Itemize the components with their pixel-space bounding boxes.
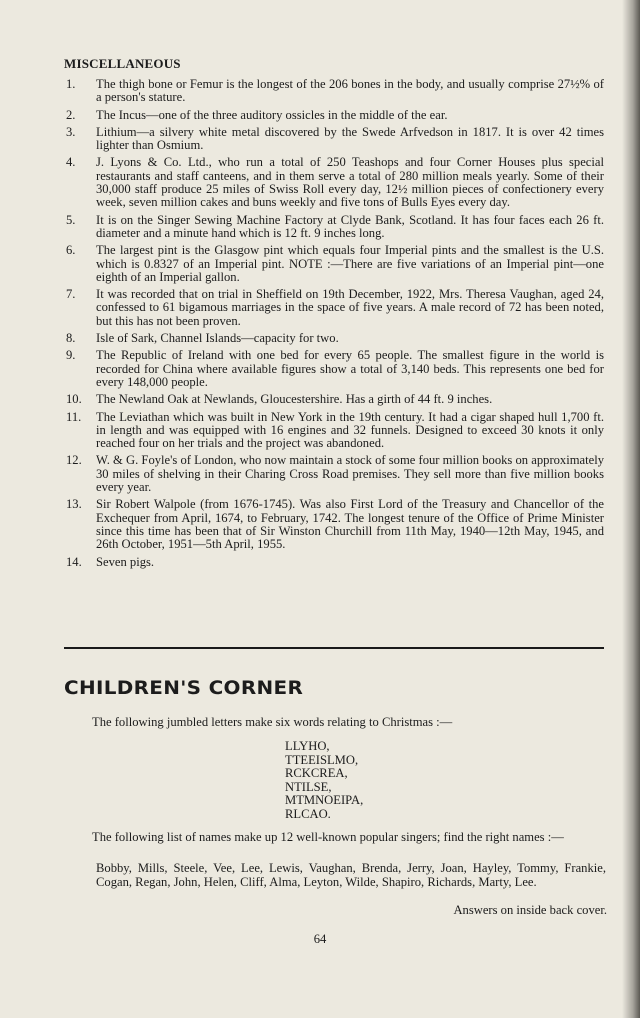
jumbled-word: TTEEISLMO,	[285, 752, 359, 767]
item-text: The Leviathan which was built in New York in the 19th century. It had a cigar shaped hull 1,700 ft. in length and was equipped with 16 engines and 32 funnels. Designed to exceed 30 knots it only reached four on her trials and the project was abandoned.	[96, 409, 604, 451]
item-number: 14.	[66, 554, 82, 569]
list-item	[64, 214, 604, 241]
list-item	[64, 393, 604, 406]
item-number: 3.	[66, 124, 76, 139]
childrens-corner-heading: CHILDREN'S CORNER	[64, 677, 304, 699]
jumbled-words-list	[285, 740, 363, 821]
page-edge-shadow	[622, 0, 640, 1018]
item-text: W. & G. Foyle's of London, who now maintain a stock of some four million books on approximately 30 miles of shelving in their Charing Cross Road premises. They sell more than five million books every year.	[96, 453, 604, 495]
item-number: 1.	[66, 77, 76, 91]
miscellaneous-section	[64, 56, 604, 573]
item-number: 12.	[66, 453, 82, 468]
jumbled-word: LLYHO,	[285, 739, 330, 753]
item-number: 6.	[66, 243, 76, 258]
item-text: The Newland Oak at Newlands, Gloucestershire. Has a girth of 44 ft. 9 inches.	[96, 392, 493, 407]
jumbled-word: RCKCREA,	[285, 766, 348, 780]
item-text: J. Lyons & Co. Ltd., who run a total of 250 Teashops and four Corner Houses plus special restaurants and staff canteens, and in them serve a total of 280 million meals yearly. Some of their 30,000 staff produce 25 miles of Swiss Roll every day, 12½ million pieces of confectionery every week, seven million cakes and buns weekly and five tons of Bulls Eyes every day.	[96, 155, 604, 210]
list-item	[64, 556, 604, 569]
jumbled-word: RLCAO.	[285, 806, 331, 821]
item-text: It is on the Singer Sewing Machine Factory at Clyde Bank, Scotland. It has four faces each 26 ft. diameter and a minute hand which is 12 ft. 9 inches long.	[96, 212, 604, 240]
list-item	[64, 349, 604, 389]
item-number: 8.	[66, 331, 76, 346]
item-number: 11.	[66, 409, 82, 424]
item-number: 9.	[66, 348, 76, 363]
answers-note: Answers on inside back cover.	[453, 903, 607, 917]
item-number: 4.	[66, 155, 76, 170]
item-text: Lithium—a silvery white metal discovered by the Swede Arfvedson in 1817. It is over 42 times lighter than Osmium.	[96, 124, 604, 153]
page-number: 64	[313, 932, 327, 946]
jumbled-word: NTILSE,	[285, 779, 332, 794]
item-number: 10.	[66, 392, 82, 407]
list-item	[64, 156, 604, 209]
item-text: The Incus—one of the three auditory ossicles in the middle of the ear.	[96, 107, 448, 122]
item-text: The Republic of Ireland with one bed for every 65 people. The smallest figure in the world is recorded for China where available figures show a total of 3,140 beds. This represents one bed for every 148,000 people.	[96, 348, 604, 389]
item-number: 2.	[66, 107, 76, 122]
item-text: Sir Robert Walpole (from 1676-1745). Was also First Lord of the Treasury and Chancellor of the Exchequer from April, 1674, to February, 1742. The longest tenure of the Office of Prime Minister since this time has been that of Sir Winston Churchill from 11th May, 1940—12th May, 1945, and 26th October, 1951—5th April, 1955.	[96, 497, 604, 552]
item-number: 5.	[66, 212, 76, 227]
list-item	[64, 288, 604, 328]
section-divider	[64, 647, 604, 649]
list-item	[64, 498, 604, 551]
list-item	[64, 109, 604, 122]
jumble-intro: The following jumbled letters make six words relating to Christmas :—	[92, 715, 453, 729]
item-text: It was recorded that on trial in Sheffield on 19th December, 1922, Mrs. Theresa Vaughan, aged 24, confessed to 61 bigamous marriages in the space of five years. A male record of 72 has been noted, but this has not been proven.	[96, 287, 604, 328]
item-text: Seven pigs.	[96, 554, 155, 569]
list-item	[64, 126, 604, 153]
item-text: The thigh bone or Femur is the longest of the 206 bones in the body, and usually comprise 27½% of a person's stature.	[96, 77, 604, 105]
item-text: The largest pint is the Glasgow pint which equals four Imperial pints and the smallest is the U.S. which is 0.8327 of an Imperial pint. NOTE :—There are five variations of an Imperial pint—one eighth of an Imperial gallon.	[96, 243, 604, 284]
answers-list	[64, 78, 604, 569]
singers-intro: The following list of names make up 12 well-known popular singers; find the right names :—	[92, 830, 564, 844]
item-number: 7.	[66, 287, 76, 302]
list-item	[64, 78, 604, 105]
item-text: Isle of Sark, Channel Islands—capacity for two.	[96, 331, 339, 346]
list-item	[64, 244, 604, 284]
jumbled-word: MTMNOEIPA,	[285, 793, 364, 807]
singers-names: Bobby, Mills, Steele, Vee, Lee, Lewis, Vaughan, Brenda, Jerry, Joan, Hayley, Tommy, Frankie, Cogan, Regan, John, Helen, Cliff, Alma, Leyton, Wilde, Shapiro, Richards, Marty, Lee.	[96, 861, 606, 889]
miscellaneous-heading: MISCELLANEOUS	[64, 56, 181, 71]
item-number: 13.	[66, 497, 82, 512]
list-item	[64, 454, 604, 494]
list-item	[64, 332, 604, 345]
list-item	[64, 411, 604, 451]
